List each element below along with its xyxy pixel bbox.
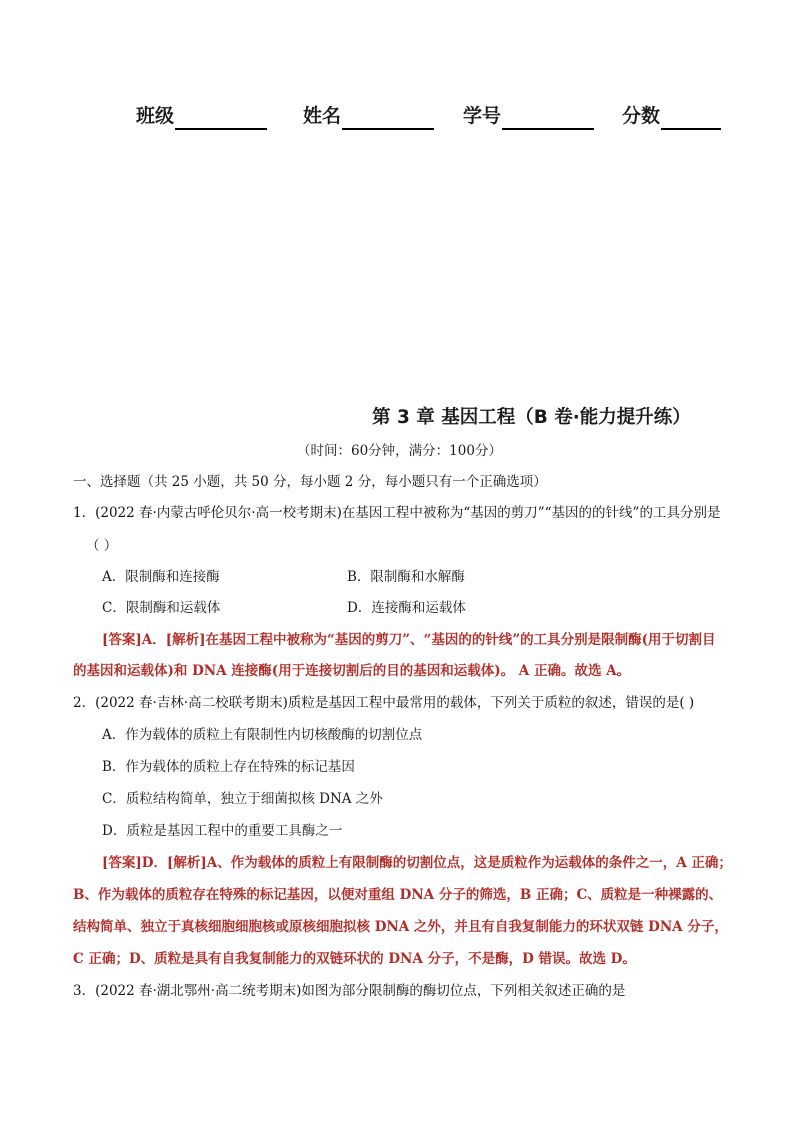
question-1-bracket: （ ） — [86, 538, 118, 554]
name-blank[interactable] — [342, 106, 434, 130]
question-2-answer-line-4: C 正确；D、质粒是具有自我复制能力的双链环状的 DNA 分子，不是酶，D 错误。故选 D。 — [73, 951, 636, 967]
question-2-answer-line-2: B、作为载体的质粒存在特殊的标记基因，以便对重组 DNA 分子的筛选，B 正确；C、质粒是一种裸露的、 — [73, 887, 723, 903]
section-heading: 一、选择题（共 25 小题，共 50 分，每小题 2 分，每小题只有一个正确选项） — [73, 474, 547, 490]
class-blank[interactable] — [175, 106, 267, 130]
question-2-answer-line-1: [答案]D．[解析]A、作为载体的质粒上有限制酶的切割位点，这是质粒作为运载体的条件之一，A 正确； — [102, 855, 732, 871]
student-id-label: 学号 — [463, 105, 502, 127]
question-2-option-a: A．作为载体的质粒上有限制性内切核酸酶的切割位点 — [102, 727, 423, 743]
question-1-answer-line-2: 的基因和运载体)和 DNA 连接酶(用于连接切割后的目的基因和运载体)。 A 正确。故选 A。 — [73, 663, 631, 679]
name-field[interactable] — [303, 102, 434, 130]
question-1-option-b: B．限制酶和水解酶 — [347, 569, 465, 585]
student-id-field[interactable] — [463, 102, 594, 130]
score-label: 分数 — [622, 105, 661, 127]
score-field[interactable] — [622, 102, 721, 130]
question-1-option-a: A．限制酶和连接酶 — [102, 569, 220, 585]
question-2-stem: 2．(2022 春·吉林·高二校联考期末)质粒是基因工程中最常用的载体，下列关于质粒的叙述，错误的是( ) — [73, 695, 695, 711]
question-2-answer-line-3: 结构简单、独立于真核细胞细胞核或原核细胞拟核 DNA 之外，并且有自我复制能力的环状双链 DNA 分子， — [73, 919, 728, 935]
class-label: 班级 — [136, 105, 175, 127]
question-3-stem: 3．(2022 春·湖北鄂州·高二统考期末)如图为部分限制酶的酶切位点，下列相关叙述正确的是 — [73, 983, 626, 999]
question-2-option-d: D．质粒是基因工程中的重要工具酶之一 — [102, 823, 343, 839]
name-label: 姓名 — [303, 105, 342, 127]
class-field[interactable] — [136, 102, 267, 130]
question-2-option-c: C．质粒结构简单，独立于细菌拟核 DNA 之外 — [102, 791, 383, 807]
score-blank[interactable] — [661, 106, 721, 130]
question-1-option-c: C．限制酶和运载体 — [102, 600, 221, 616]
question-1-option-d: D．连接酶和运载体 — [347, 600, 466, 616]
exam-time-info: （时间：60分钟，满分：100分） — [297, 443, 502, 459]
question-2-option-b: B．作为载体的质粒上存在特殊的标记基因 — [102, 759, 355, 775]
question-1-stem: 1．(2022 春·内蒙古呼伦贝尔·高一校考期末)在基因工程中被称为“基因的剪刀”“基因的的针线”的工具分别是 — [73, 505, 721, 521]
page-title: 第 3 章 基因工程（B 卷·能力提升练） — [372, 407, 691, 428]
student-id-blank[interactable] — [502, 106, 594, 130]
question-1-answer-line-1: [答案]A．[解析]在基因工程中被称为“基因的剪刀”、“基因的的针线”的工具分别是限制酶(用于切割目 — [102, 632, 716, 648]
student-info-row — [0, 102, 794, 134]
